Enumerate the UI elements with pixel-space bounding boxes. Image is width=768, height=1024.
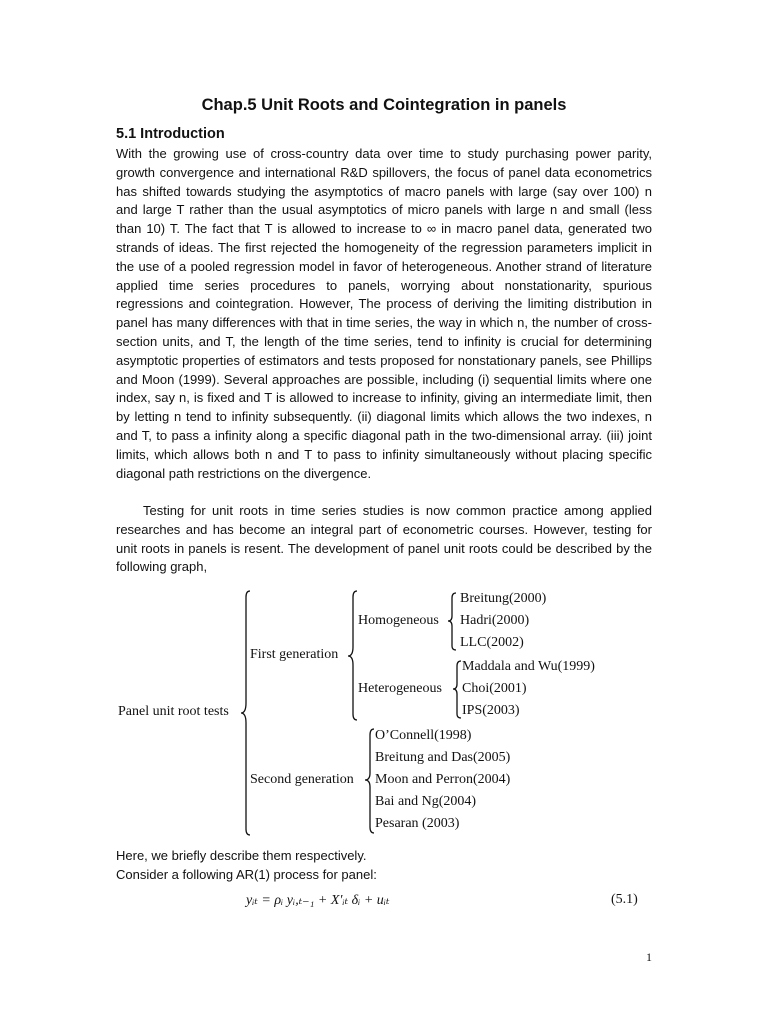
first-generation-label: First generation [250,647,339,662]
heterogeneous-test: Maddala and Wu(1999) [462,659,595,674]
second-generation-test: Moon and Perron(2004) [375,772,511,787]
first-generation-brace [348,591,357,720]
heterogeneous-test: Choi(2001) [462,681,527,696]
root-label: Panel unit root tests [118,704,229,719]
equation-number: (5.1) [611,892,638,907]
section-heading: 5.1 Introduction [116,126,225,142]
unit-root-test-tree [0,585,768,840]
heterogeneous-brace [453,661,461,718]
root-brace [241,591,250,835]
second-generation-brace [365,729,374,833]
homogeneous-test: Hadri(2000) [460,613,530,628]
homogeneous-test: Breitung(2000) [460,591,547,606]
second-generation-test: Breitung and Das(2005) [375,750,511,765]
second-generation-test: Pesaran (2003) [375,816,460,831]
intro-paragraph-2: Testing for unit roots in time series studies is now common practice among applied researches and has become an integral part of econometric courses. However, testing for unit roots in panels is resent. The development of panel unit roots could be described by the following graph, [116,503,652,575]
heterogeneous-label: Heterogeneous [358,681,442,696]
intro-paragraph-1: With the growing use of cross-country data over time to study purchasing power parity, growth convergence and international R&D spillovers, the focus of panel data econometrics has shifted towards studying the asymptotics of macro panels with large (say over 100) n and large T rather than the usual asymptotics of micro panels with large n and small (less than 10) T. The fact that T is allowed to increase to ∞ in macro panel data, generated two strands of ideas. The first rejected the homogeneity of the regression parameters implicit in the use of a pooled regression model in favor of heterogeneous. Another strand of literature applied time series procedures to panels, worrying about nonstationarity, spurious regressions and cointegration. However, The process of deriving the limiting distribution in panel has many differences with that in time series, the way in which n, the number of cross-section units, and T, the length of the time series, tend to infinity is crucial for determining asymptotic properties of estimators and tests proposed for nonstationary panels, see Phillips and Moon (1999). Several approaches are possible, including (i) sequential limits where one index, say n, is fixed and T is allowed to increase to infinity, giving an intermediate limit, then by letting n tend to infinity subsequently. (ii) diagonal limits which allows the two indexes, n and T, to pass a infinity along a specific diagonal path in the two-dimensional array. (iii) joint limits, which allows both n and T to pass to infinity simultaneously without placing specific diagonal path restrictions on the divergence. [116,146,652,481]
homogeneous-test: LLC(2002) [460,635,524,650]
page-title: Chap.5 Unit Roots and Cointegration in panels [201,96,567,114]
description-line: Here, we briefly describe them respectively. [116,848,367,863]
homogeneous-brace [448,593,456,650]
second-generation-test: O’Connell(1998) [375,728,472,743]
heterogeneous-test: IPS(2003) [462,703,520,718]
second-generation-test: Bai and Ng(2004) [375,794,477,809]
homogeneous-label: Homogeneous [358,613,439,628]
second-generation-label: Second generation [250,772,354,787]
ar1-equation: yᵢₜ = ρᵢ yᵢ,ₜ₋₁ + X′ᵢₜ δᵢ + uᵢₜ [246,893,390,908]
ar1-intro-line: Consider a following AR(1) process for panel: [116,867,377,882]
page-number: 1 [646,950,652,964]
